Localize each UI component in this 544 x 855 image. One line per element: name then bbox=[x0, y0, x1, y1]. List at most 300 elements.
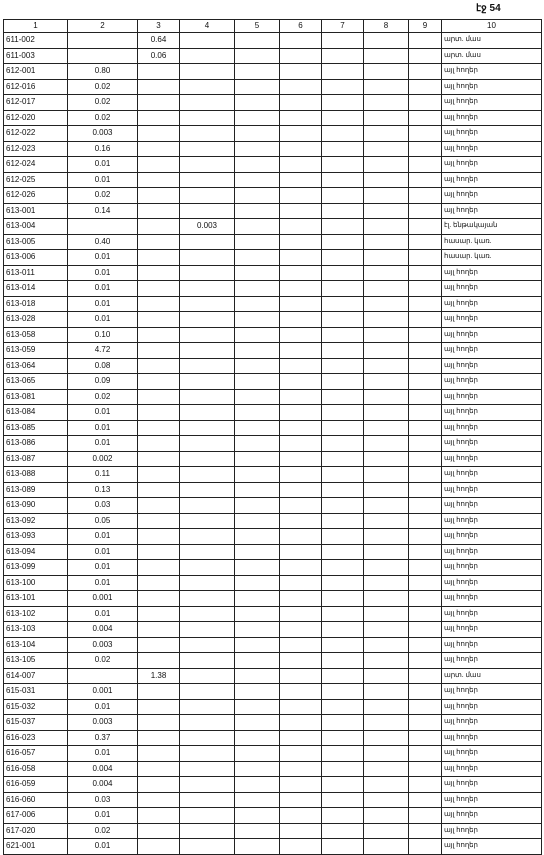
area-cell bbox=[280, 79, 322, 95]
area-cell bbox=[322, 203, 364, 219]
table-row bbox=[4, 420, 542, 436]
area-cell bbox=[364, 33, 409, 49]
area-cell bbox=[235, 265, 280, 281]
area-cell bbox=[180, 281, 235, 297]
area-cell bbox=[280, 591, 322, 607]
area-cell bbox=[280, 575, 322, 591]
area-cell bbox=[235, 761, 280, 777]
area-cell bbox=[138, 374, 180, 390]
area-cell bbox=[68, 668, 138, 684]
area-cell bbox=[138, 250, 180, 266]
parcel-code-cell: 612-001 bbox=[4, 64, 68, 80]
area-cell bbox=[280, 467, 322, 483]
area-cell bbox=[138, 343, 180, 359]
area-cell bbox=[322, 374, 364, 390]
area-cell bbox=[322, 622, 364, 638]
area-cell bbox=[280, 126, 322, 142]
area-cell bbox=[364, 808, 409, 824]
table-row bbox=[4, 544, 542, 560]
area-cell bbox=[409, 715, 442, 731]
area-cell bbox=[280, 219, 322, 235]
area-cell bbox=[364, 203, 409, 219]
table-row bbox=[4, 110, 542, 126]
parcel-code-cell: 613-028 bbox=[4, 312, 68, 328]
area-cell bbox=[280, 64, 322, 80]
area-cell bbox=[409, 792, 442, 808]
area-cell: 0.40 bbox=[68, 234, 138, 250]
area-cell bbox=[280, 203, 322, 219]
land-use-cell: այլ հողեր bbox=[442, 777, 542, 793]
area-cell bbox=[364, 389, 409, 405]
area-cell bbox=[180, 250, 235, 266]
table-row bbox=[4, 699, 542, 715]
parcel-code-cell: 616-058 bbox=[4, 761, 68, 777]
area-cell: 0.004 bbox=[68, 777, 138, 793]
area-cell bbox=[280, 482, 322, 498]
table-row bbox=[4, 79, 542, 95]
table-row bbox=[4, 482, 542, 498]
land-use-cell: այլ հողեր bbox=[442, 792, 542, 808]
area-cell bbox=[235, 219, 280, 235]
area-cell bbox=[138, 95, 180, 111]
table-row bbox=[4, 467, 542, 483]
parcel-code-cell: 615-032 bbox=[4, 699, 68, 715]
land-use-cell: այլ հողեր bbox=[442, 637, 542, 653]
land-use-cell: արտ. մաս bbox=[442, 48, 542, 64]
area-cell: 0.05 bbox=[68, 513, 138, 529]
area-cell bbox=[180, 343, 235, 359]
parcel-code-cell: 612-020 bbox=[4, 110, 68, 126]
area-cell: 4.72 bbox=[68, 343, 138, 359]
area-cell bbox=[180, 653, 235, 669]
area-cell bbox=[280, 281, 322, 297]
area-cell bbox=[322, 79, 364, 95]
area-cell bbox=[280, 451, 322, 467]
parcel-code-cell: 613-014 bbox=[4, 281, 68, 297]
table-row bbox=[4, 48, 542, 64]
area-cell bbox=[180, 513, 235, 529]
area-cell bbox=[180, 823, 235, 839]
area-cell bbox=[235, 48, 280, 64]
area-cell bbox=[235, 715, 280, 731]
area-cell bbox=[364, 436, 409, 452]
area-cell: 0.01 bbox=[68, 839, 138, 855]
area-cell bbox=[364, 188, 409, 204]
area-cell bbox=[138, 234, 180, 250]
area-cell bbox=[409, 513, 442, 529]
area-cell bbox=[138, 498, 180, 514]
area-cell bbox=[322, 637, 364, 653]
area-cell bbox=[138, 699, 180, 715]
area-cell bbox=[180, 730, 235, 746]
land-use-cell: այլ հողեր bbox=[442, 64, 542, 80]
area-cell bbox=[138, 653, 180, 669]
area-cell bbox=[180, 172, 235, 188]
area-cell bbox=[280, 699, 322, 715]
column-header: 7 bbox=[322, 20, 364, 33]
area-cell bbox=[322, 420, 364, 436]
area-cell bbox=[235, 33, 280, 49]
area-cell bbox=[235, 405, 280, 421]
area-cell bbox=[364, 126, 409, 142]
parcel-code-cell: 613-081 bbox=[4, 389, 68, 405]
table-row bbox=[4, 172, 542, 188]
area-cell: 0.01 bbox=[68, 808, 138, 824]
area-cell bbox=[409, 95, 442, 111]
parcel-code-cell: 616-060 bbox=[4, 792, 68, 808]
area-cell bbox=[322, 296, 364, 312]
area-cell bbox=[235, 513, 280, 529]
area-cell bbox=[235, 482, 280, 498]
area-cell bbox=[235, 544, 280, 560]
area-cell bbox=[364, 420, 409, 436]
area-cell bbox=[138, 513, 180, 529]
area-cell bbox=[364, 606, 409, 622]
area-cell bbox=[322, 188, 364, 204]
area-cell bbox=[322, 839, 364, 855]
table-row bbox=[4, 234, 542, 250]
area-cell bbox=[364, 343, 409, 359]
land-use-cell: այլ հողեր bbox=[442, 312, 542, 328]
land-use-cell: այլ հողեր bbox=[442, 296, 542, 312]
area-cell bbox=[138, 451, 180, 467]
area-cell bbox=[409, 761, 442, 777]
area-cell bbox=[409, 405, 442, 421]
parcel-code-cell: 612-016 bbox=[4, 79, 68, 95]
area-cell bbox=[138, 715, 180, 731]
area-cell bbox=[180, 48, 235, 64]
area-cell bbox=[138, 296, 180, 312]
table-row bbox=[4, 451, 542, 467]
area-cell bbox=[322, 575, 364, 591]
column-header: 3 bbox=[138, 20, 180, 33]
area-cell bbox=[322, 699, 364, 715]
area-cell bbox=[180, 157, 235, 173]
area-cell bbox=[409, 79, 442, 95]
area-cell: 0.001 bbox=[68, 591, 138, 607]
area-cell bbox=[235, 699, 280, 715]
area-cell bbox=[409, 48, 442, 64]
area-cell bbox=[280, 265, 322, 281]
land-use-cell: այլ հողեր bbox=[442, 203, 542, 219]
area-cell bbox=[280, 684, 322, 700]
parcel-code-cell: 613-088 bbox=[4, 467, 68, 483]
area-cell bbox=[180, 591, 235, 607]
area-cell: 0.01 bbox=[68, 575, 138, 591]
area-cell: 0.01 bbox=[68, 544, 138, 560]
area-cell bbox=[364, 358, 409, 374]
area-cell bbox=[364, 653, 409, 669]
area-cell bbox=[280, 95, 322, 111]
area-cell bbox=[364, 777, 409, 793]
parcel-code-cell: 613-103 bbox=[4, 622, 68, 638]
area-cell bbox=[409, 482, 442, 498]
area-cell bbox=[180, 110, 235, 126]
area-cell bbox=[409, 544, 442, 560]
table-row bbox=[4, 715, 542, 731]
area-cell bbox=[180, 436, 235, 452]
area-cell bbox=[280, 358, 322, 374]
area-cell bbox=[138, 157, 180, 173]
table-row bbox=[4, 513, 542, 529]
table-row bbox=[4, 389, 542, 405]
area-cell bbox=[409, 126, 442, 142]
area-cell bbox=[364, 529, 409, 545]
area-cell: 0.01 bbox=[68, 172, 138, 188]
area-cell bbox=[364, 451, 409, 467]
area-cell bbox=[180, 126, 235, 142]
area-cell bbox=[180, 482, 235, 498]
land-register-table bbox=[3, 19, 542, 855]
area-cell bbox=[138, 761, 180, 777]
land-use-cell: այլ հողեր bbox=[442, 126, 542, 142]
area-cell bbox=[280, 296, 322, 312]
area-cell bbox=[138, 126, 180, 142]
area-cell bbox=[180, 389, 235, 405]
column-header: 9 bbox=[409, 20, 442, 33]
area-cell bbox=[322, 544, 364, 560]
area-cell bbox=[180, 839, 235, 855]
area-cell bbox=[235, 637, 280, 653]
land-use-cell: այլ հողեր bbox=[442, 327, 542, 343]
parcel-code-cell: 613-086 bbox=[4, 436, 68, 452]
area-cell: 0.14 bbox=[68, 203, 138, 219]
area-cell bbox=[322, 653, 364, 669]
parcel-code-cell: 612-024 bbox=[4, 157, 68, 173]
area-cell bbox=[280, 513, 322, 529]
land-use-cell: այլ հողեր bbox=[442, 823, 542, 839]
parcel-code-cell: 613-085 bbox=[4, 420, 68, 436]
land-use-cell: հասար. կառ. bbox=[442, 234, 542, 250]
area-cell bbox=[235, 777, 280, 793]
parcel-code-cell: 614-007 bbox=[4, 668, 68, 684]
column-header: 2 bbox=[68, 20, 138, 33]
area-cell bbox=[322, 436, 364, 452]
land-use-cell: այլ հողեր bbox=[442, 467, 542, 483]
area-cell bbox=[138, 529, 180, 545]
area-cell bbox=[322, 823, 364, 839]
area-cell bbox=[138, 746, 180, 762]
area-cell bbox=[235, 374, 280, 390]
area-cell bbox=[409, 684, 442, 700]
parcel-code-cell: 621-001 bbox=[4, 839, 68, 855]
area-cell bbox=[235, 281, 280, 297]
land-use-cell: այլ հողեր bbox=[442, 343, 542, 359]
area-cell bbox=[280, 668, 322, 684]
area-cell bbox=[409, 64, 442, 80]
area-cell bbox=[235, 684, 280, 700]
area-cell bbox=[180, 684, 235, 700]
land-use-cell: այլ հողեր bbox=[442, 188, 542, 204]
parcel-code-cell: 613-006 bbox=[4, 250, 68, 266]
area-cell bbox=[364, 467, 409, 483]
land-use-cell: այլ հողեր bbox=[442, 358, 542, 374]
table-row bbox=[4, 405, 542, 421]
area-cell: 0.16 bbox=[68, 141, 138, 157]
area-cell bbox=[364, 48, 409, 64]
land-use-cell: էլ. ենթակայան bbox=[442, 219, 542, 235]
area-cell bbox=[322, 529, 364, 545]
area-cell bbox=[280, 761, 322, 777]
area-cell bbox=[322, 808, 364, 824]
area-cell bbox=[280, 436, 322, 452]
area-cell bbox=[280, 653, 322, 669]
land-use-cell: այլ հողեր bbox=[442, 436, 542, 452]
land-use-cell: արտ. մաս bbox=[442, 33, 542, 49]
area-cell bbox=[138, 482, 180, 498]
land-use-cell: այլ հողեր bbox=[442, 529, 542, 545]
table-row bbox=[4, 219, 542, 235]
area-cell bbox=[235, 451, 280, 467]
area-cell bbox=[280, 33, 322, 49]
table-row bbox=[4, 529, 542, 545]
parcel-code-cell: 613-084 bbox=[4, 405, 68, 421]
land-use-cell: այլ հողեր bbox=[442, 715, 542, 731]
area-cell bbox=[235, 606, 280, 622]
table-row bbox=[4, 250, 542, 266]
land-use-cell: այլ հողեր bbox=[442, 95, 542, 111]
area-cell: 0.02 bbox=[68, 823, 138, 839]
area-cell bbox=[409, 203, 442, 219]
area-cell bbox=[322, 498, 364, 514]
area-cell bbox=[235, 358, 280, 374]
area-cell bbox=[409, 529, 442, 545]
area-cell bbox=[409, 157, 442, 173]
area-cell bbox=[322, 157, 364, 173]
area-cell: 0.01 bbox=[68, 312, 138, 328]
table-row bbox=[4, 668, 542, 684]
area-cell bbox=[235, 529, 280, 545]
area-cell bbox=[280, 715, 322, 731]
area-cell bbox=[280, 48, 322, 64]
area-cell: 0.80 bbox=[68, 64, 138, 80]
area-cell bbox=[364, 498, 409, 514]
land-use-cell: այլ հողեր bbox=[442, 498, 542, 514]
area-cell bbox=[280, 839, 322, 855]
area-cell bbox=[322, 777, 364, 793]
area-cell bbox=[409, 234, 442, 250]
area-cell bbox=[280, 141, 322, 157]
area-cell bbox=[235, 343, 280, 359]
land-use-cell: այլ հողեր bbox=[442, 761, 542, 777]
land-use-cell: այլ հողեր bbox=[442, 420, 542, 436]
area-cell bbox=[409, 296, 442, 312]
parcel-code-cell: 612-023 bbox=[4, 141, 68, 157]
parcel-code-cell: 616-059 bbox=[4, 777, 68, 793]
table-row bbox=[4, 436, 542, 452]
area-cell bbox=[322, 141, 364, 157]
area-cell bbox=[409, 637, 442, 653]
area-cell: 0.02 bbox=[68, 188, 138, 204]
column-header: 8 bbox=[364, 20, 409, 33]
area-cell bbox=[235, 792, 280, 808]
area-cell bbox=[322, 761, 364, 777]
area-cell: 0.004 bbox=[68, 761, 138, 777]
area-cell bbox=[180, 95, 235, 111]
area-cell: 0.37 bbox=[68, 730, 138, 746]
area-cell bbox=[138, 591, 180, 607]
area-cell bbox=[409, 823, 442, 839]
area-cell bbox=[364, 405, 409, 421]
area-cell bbox=[364, 312, 409, 328]
area-cell bbox=[180, 64, 235, 80]
land-use-cell: այլ հողեր bbox=[442, 141, 542, 157]
area-cell bbox=[235, 327, 280, 343]
area-cell bbox=[180, 498, 235, 514]
land-use-cell: այլ հողեր bbox=[442, 172, 542, 188]
land-use-cell: այլ հողեր bbox=[442, 560, 542, 576]
area-cell bbox=[409, 250, 442, 266]
area-cell bbox=[364, 839, 409, 855]
area-cell bbox=[180, 79, 235, 95]
area-cell bbox=[180, 451, 235, 467]
area-cell bbox=[364, 575, 409, 591]
area-cell bbox=[409, 436, 442, 452]
area-cell bbox=[180, 234, 235, 250]
area-cell: 0.002 bbox=[68, 451, 138, 467]
area-cell bbox=[322, 343, 364, 359]
parcel-code-cell: 615-031 bbox=[4, 684, 68, 700]
area-cell bbox=[138, 544, 180, 560]
area-cell bbox=[364, 730, 409, 746]
area-cell: 1.38 bbox=[138, 668, 180, 684]
area-cell bbox=[138, 436, 180, 452]
area-cell bbox=[364, 296, 409, 312]
area-cell bbox=[138, 79, 180, 95]
parcel-code-cell: 613-011 bbox=[4, 265, 68, 281]
parcel-code-cell: 613-087 bbox=[4, 451, 68, 467]
area-cell bbox=[180, 405, 235, 421]
area-cell: 0.02 bbox=[68, 653, 138, 669]
land-use-cell: այլ հողեր bbox=[442, 699, 542, 715]
area-cell bbox=[364, 374, 409, 390]
area-cell bbox=[235, 64, 280, 80]
area-cell bbox=[235, 839, 280, 855]
area-cell bbox=[322, 684, 364, 700]
parcel-code-cell: 612-025 bbox=[4, 172, 68, 188]
table-row bbox=[4, 746, 542, 762]
area-cell bbox=[138, 327, 180, 343]
area-cell: 0.06 bbox=[138, 48, 180, 64]
area-cell bbox=[364, 141, 409, 157]
area-cell bbox=[138, 141, 180, 157]
land-use-cell: այլ հողեր bbox=[442, 591, 542, 607]
area-cell bbox=[180, 374, 235, 390]
area-cell bbox=[322, 327, 364, 343]
area-cell bbox=[280, 327, 322, 343]
area-cell bbox=[180, 188, 235, 204]
parcel-code-cell: 613-101 bbox=[4, 591, 68, 607]
area-cell bbox=[235, 498, 280, 514]
area-cell bbox=[409, 389, 442, 405]
column-header: 10 bbox=[442, 20, 542, 33]
parcel-code-cell: 613-065 bbox=[4, 374, 68, 390]
land-use-cell: այլ հողեր bbox=[442, 606, 542, 622]
table-row bbox=[4, 374, 542, 390]
area-cell bbox=[322, 64, 364, 80]
area-cell bbox=[180, 808, 235, 824]
area-cell bbox=[235, 808, 280, 824]
area-cell bbox=[180, 560, 235, 576]
area-cell bbox=[364, 234, 409, 250]
area-cell bbox=[138, 172, 180, 188]
area-cell bbox=[235, 575, 280, 591]
area-cell bbox=[364, 684, 409, 700]
area-cell bbox=[364, 560, 409, 576]
area-cell bbox=[235, 746, 280, 762]
area-cell bbox=[364, 157, 409, 173]
area-cell bbox=[180, 777, 235, 793]
